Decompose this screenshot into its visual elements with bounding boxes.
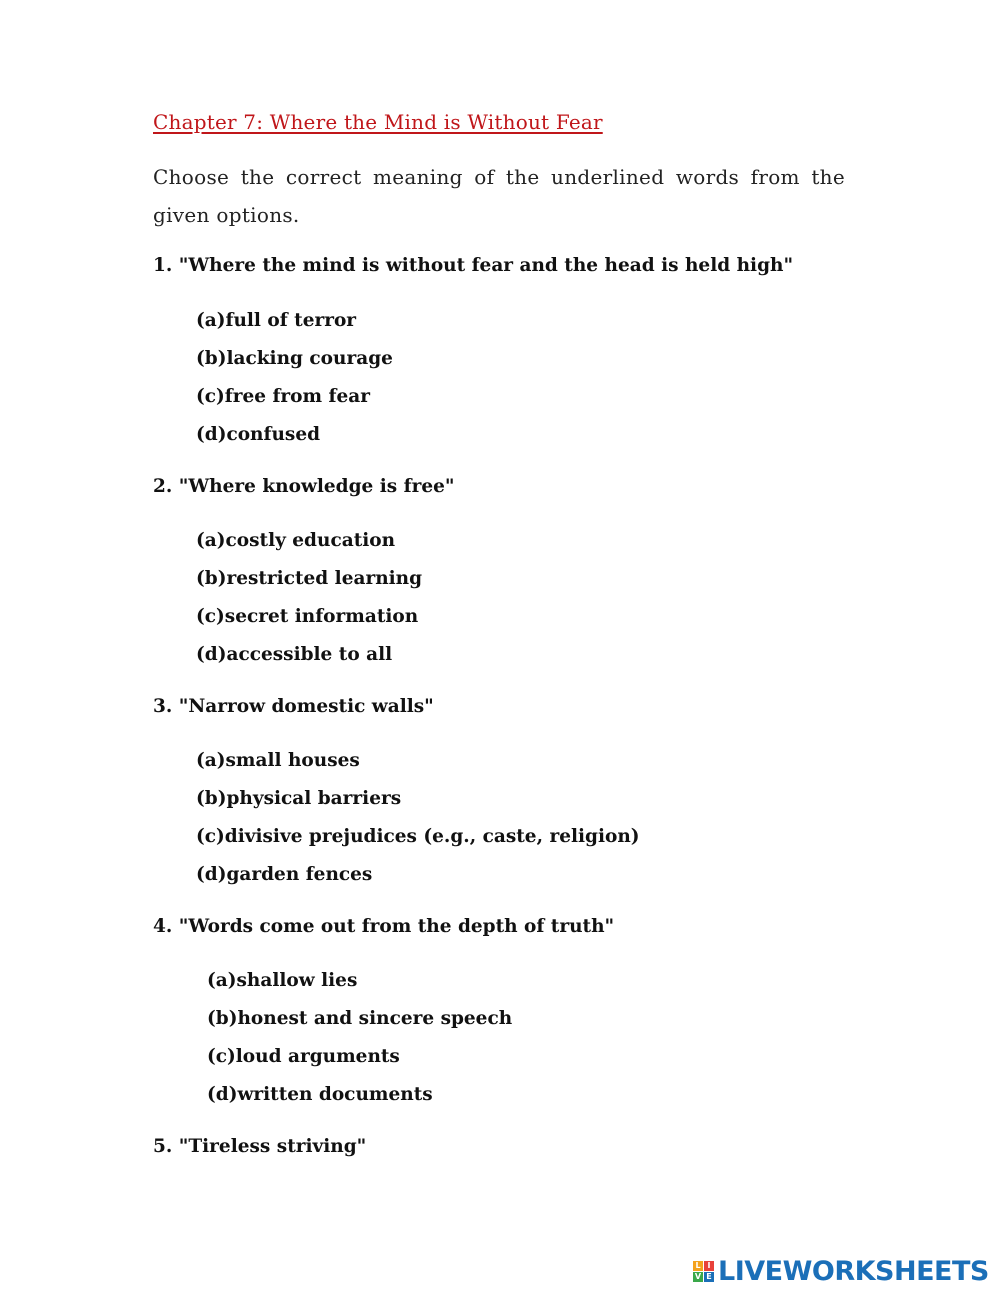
option-letter: (d)	[196, 644, 227, 665]
option-text: restricted learning	[226, 568, 423, 589]
option-4a[interactable]	[207, 970, 512, 1008]
option-text: physical barriers	[226, 788, 402, 809]
option-text: honest and sincere speech	[237, 1008, 513, 1029]
option-letter: (a)	[196, 750, 226, 771]
liveworksheets-logo	[693, 1256, 989, 1286]
options-2	[196, 530, 422, 682]
option-text: shallow lies	[236, 970, 358, 991]
option-1d[interactable]	[196, 424, 393, 462]
question-2: 2. "Where knowledge is free"	[153, 476, 455, 497]
option-text: accessible to all	[226, 644, 393, 665]
options-4	[207, 970, 512, 1122]
option-letter: (a)	[196, 530, 226, 551]
option-1b[interactable]	[196, 348, 393, 386]
question-3: 3. "Narrow domestic walls"	[153, 696, 434, 717]
option-letter: (c)	[207, 1046, 236, 1067]
option-4c[interactable]	[207, 1046, 512, 1084]
logo-text: LIVEWORKSHEETS	[718, 1255, 989, 1287]
logo-mark-tile: L	[693, 1261, 703, 1271]
option-letter: (c)	[196, 386, 225, 407]
instructions: Choose the correct meaning of the underlined words from the given options.	[153, 165, 845, 227]
option-1a[interactable]	[196, 310, 393, 348]
option-letter: (b)	[207, 1008, 238, 1029]
option-2b[interactable]	[196, 568, 422, 606]
option-3d[interactable]	[196, 864, 640, 902]
option-text: free from fear	[224, 386, 370, 407]
option-3c[interactable]	[196, 826, 640, 864]
option-text: garden fences	[226, 864, 373, 885]
option-letter: (d)	[196, 424, 227, 445]
option-text: divisive prejudices (e.g., caste, religion)	[224, 826, 640, 847]
question-5: 5. "Tireless striving"	[153, 1136, 367, 1157]
option-letter: (c)	[196, 606, 225, 627]
options-3	[196, 750, 640, 902]
option-3a[interactable]	[196, 750, 640, 788]
option-letter: (c)	[196, 826, 225, 847]
option-text: secret information	[224, 606, 419, 627]
page-title: Chapter 7: Where the Mind is Without Fear	[153, 110, 603, 134]
option-text: loud arguments	[235, 1046, 400, 1067]
logo-mark-tile: I	[704, 1261, 714, 1271]
option-letter: (b)	[196, 788, 227, 809]
option-text: small houses	[225, 750, 360, 771]
logo-mark-icon	[693, 1261, 714, 1282]
option-letter: (b)	[196, 348, 227, 369]
logo-mark-tile: V	[694, 1272, 702, 1281]
option-text: written documents	[237, 1084, 433, 1105]
option-letter: (d)	[207, 1084, 238, 1105]
option-2d[interactable]	[196, 644, 422, 682]
option-text: lacking courage	[226, 348, 393, 369]
question-1: 1. "Where the mind is without fear and the head is held high"	[153, 255, 794, 276]
option-1c[interactable]	[196, 386, 393, 424]
option-4d[interactable]	[207, 1084, 512, 1122]
option-3b[interactable]	[196, 788, 640, 826]
option-text: full of terror	[225, 310, 357, 331]
question-4: 4. "Words come out from the depth of truth"	[153, 916, 615, 937]
option-2a[interactable]	[196, 530, 422, 568]
option-letter: (d)	[196, 864, 227, 885]
options-1	[196, 310, 393, 462]
option-letter: (b)	[196, 568, 227, 589]
option-text: confused	[226, 424, 321, 445]
logo-mark-tile: E	[704, 1272, 714, 1282]
option-4b[interactable]	[207, 1008, 512, 1046]
option-text: costly education	[225, 530, 396, 551]
option-2c[interactable]	[196, 606, 422, 644]
option-letter: (a)	[196, 310, 226, 331]
option-letter: (a)	[207, 970, 237, 991]
